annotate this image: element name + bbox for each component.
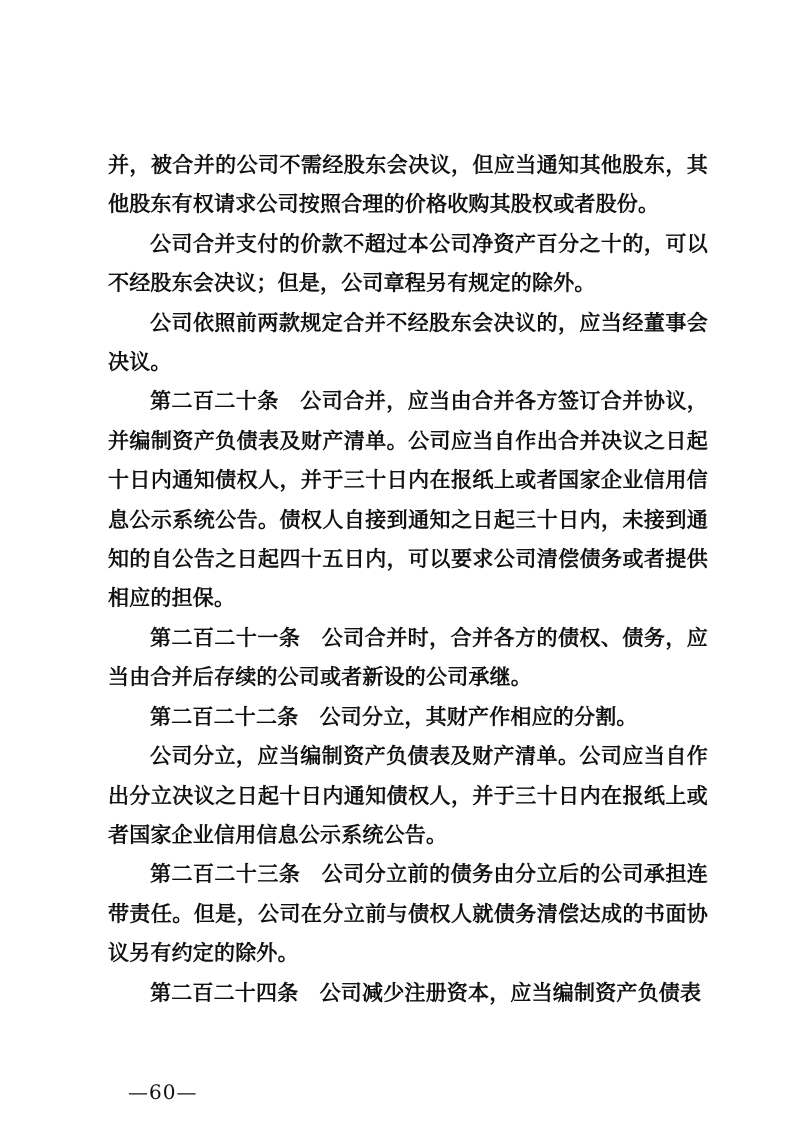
article-224-paragraph: 第二百二十四条 公司减少注册资本，应当编制资产负债表 xyxy=(150,980,702,1005)
article-223-paragraph: 第二百二十三条 公司分立前的债务由分立后的公司承担连带责任。但是，公司在分立前与债权人就债务清偿达成的书面协议另有约定的除外。 xyxy=(108,862,708,966)
paragraph: 并，被合并的公司不需经股东会决议，但应当通知其他股东，其他股东有权请求公司按照合理的价格收购其股权或者股份。 xyxy=(108,153,708,217)
article-221-paragraph: 第二百二十一条 公司合并时，合并各方的债权、债务，应当由合并后存续的公司或者新设的公司承继。 xyxy=(108,625,708,690)
paragraph: 公司分立，应当编制资产负债表及财产清单。公司应当自作出分立决议之日起十日内通知债权人，并于三十日内在报纸上或者国家企业信用信息公示系统公告。 xyxy=(108,744,708,847)
article-222-paragraph: 第二百二十二条 公司分立，其财产作相应的分割。 xyxy=(150,704,638,729)
paragraph: 公司合并支付的价款不超过本公司净资产百分之十的，可以不经股东会决议；但是，公司章程另有规定的除外。 xyxy=(108,231,708,296)
paragraph: 公司依照前两款规定合并不经股东会决议的，应当经董事会决议。 xyxy=(108,310,708,375)
body-text xyxy=(108,146,708,1013)
article-220-paragraph: 第二百二十条 公司合并，应当由合并各方签订合并协议，并编制资产负债表及财产清单。公司应当自作出合并决议之日起十日内通知债权人，并于三十日内在报纸上或者国家企业信用信息公示系统公告。债权人自接到通知之日起三十日内，未接到通知的自公告之日起四十五日内，可以要求公司清偿债务或者提供相应的担保。 xyxy=(108,389,708,611)
page-number: —60— xyxy=(128,1080,198,1104)
